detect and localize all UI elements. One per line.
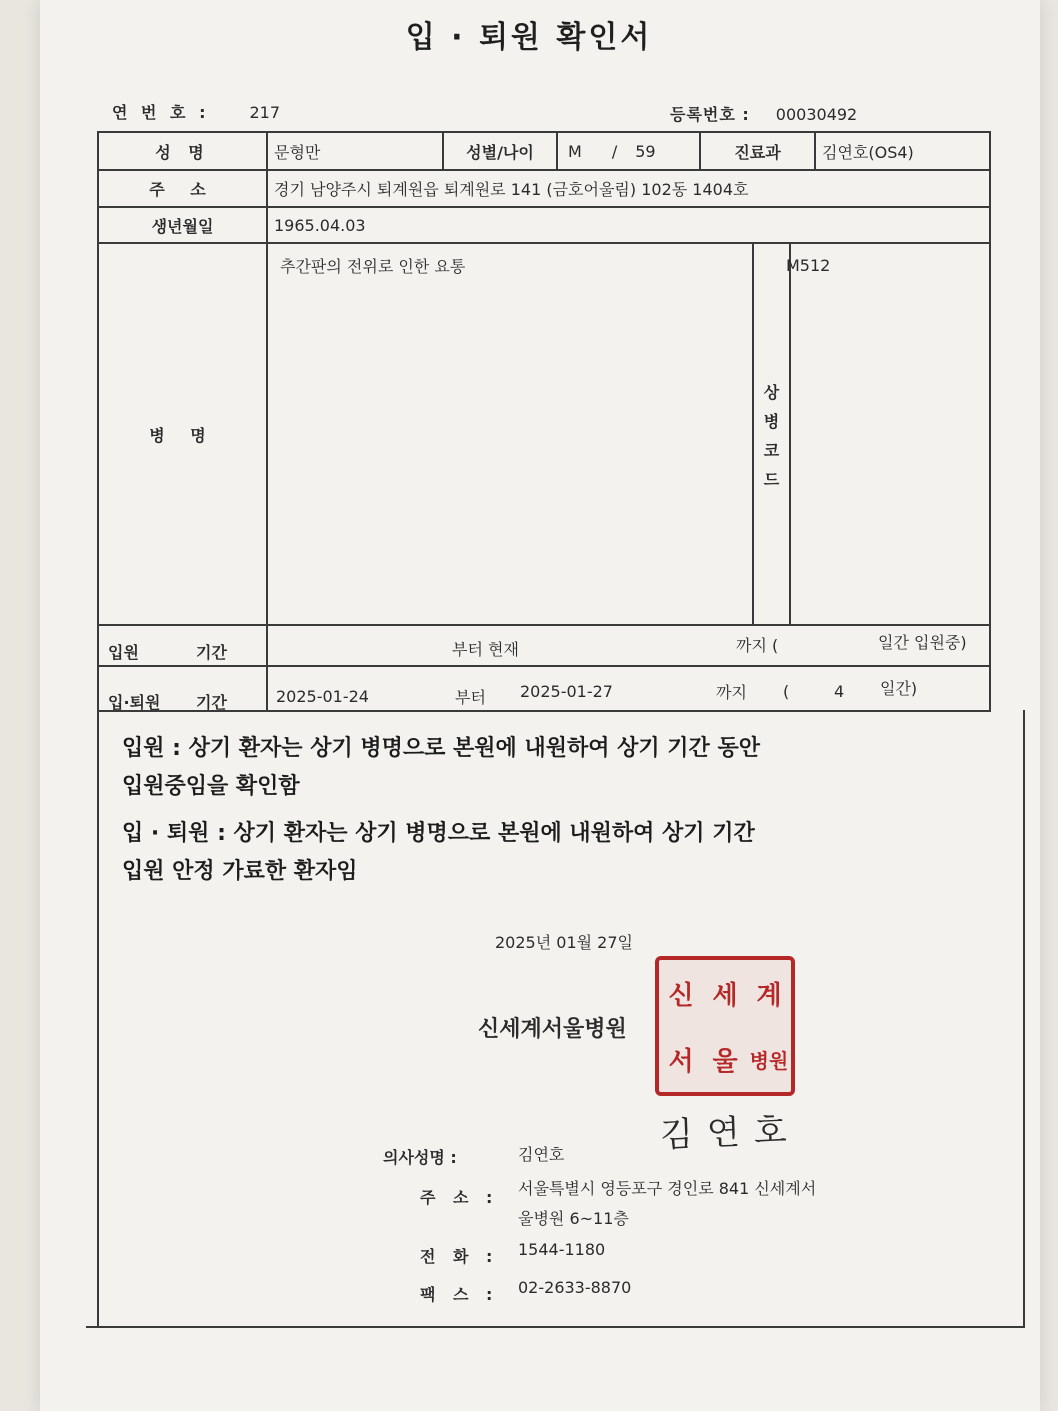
issue-date: 2025년 01월 27일 [495,933,633,952]
registration-value: 00030492 [775,105,858,124]
stay-from-word: 부터 [455,687,486,707]
hospital-name: 신세계서울병원 [478,1017,627,1042]
admission-statement-line: 입원중임을 확인함 [122,774,300,799]
date-of-birth: 1965.04.03 [274,215,366,235]
name-label: 성 명 [155,142,210,162]
doctor-name-label: 의사성명 : [383,1148,457,1167]
serial-number [112,100,280,123]
sex-age-value [568,133,698,169]
fax-number: 02-2633-8870 [518,1278,632,1297]
department-value: 김연호(OS4) [822,142,914,162]
hospital-address-line: 울병원 6~11층 [518,1209,629,1228]
admission-statement [122,730,760,806]
admission-statement-line: 입원 : 상기 환자는 상기 병명으로 본원에 내원하여 상기 기간 동안 [122,736,760,761]
document-title: 입 · 퇴원 확인서 [405,20,653,55]
stay-days: 4 [834,681,845,701]
doctor-name: 김연호 [518,1145,565,1164]
address-label: 주 소 [149,180,216,199]
registration-label: 등록번호 : [670,105,750,124]
age-value: 59 [635,141,656,161]
seal-char: 병원 [749,1048,789,1073]
admission-from-text: 부터 현재 [452,639,519,659]
phone-number: 1544-1180 [518,1240,606,1259]
hospital-address-line: 서울특별시 영등포구 경인로 841 신세계서 [518,1179,817,1198]
fax-label: 팩 스 : [420,1285,499,1304]
code-label-char: 코 [763,441,780,460]
seal-char: 세 [712,980,738,1011]
admission-days-text: 일간 입원중) [878,632,967,652]
admission-label: 입원 [108,642,139,662]
lower-box-bottom [86,1326,1025,1328]
stay-days-word: 일간) [880,678,918,698]
admission-until-text: 까지 ( [736,635,779,655]
stay-start-date: 2025-01-24 [276,686,369,706]
hospital-seal-stamp [655,956,795,1096]
sex-value: M [568,141,582,161]
sex-age-label: 성별/나이 [466,142,534,162]
seal-char: 울 [712,1046,738,1077]
dob-label: 생년월일 [151,216,214,236]
diagnosis-text: 추간판의 전위로 인한 요통 [280,256,466,276]
stay-until-word: 까지 [716,682,747,702]
seal-char: 신 [668,980,694,1011]
discharge-statement [122,815,755,891]
diagnosis-code: M512 [786,255,831,275]
serial-value: 217 [249,103,281,122]
code-label-char: 드 [763,470,780,489]
patient-address: 경기 남양주시 퇴계원읍 퇴계원로 141 (금호어울림) 102동 1404호 [274,180,749,199]
serial-label: 연 번 호 : [112,103,210,122]
stay-paren: ( [783,681,790,701]
stay-label: 입·퇴원 [108,692,161,712]
admission-period-label: 기간 [196,642,227,662]
doctor-signature: 김연호 [659,1110,802,1156]
phone-label: 전 화 : [420,1247,499,1266]
seal-char: 계 [756,980,782,1011]
hospital-address-label: 주 소 : [420,1188,499,1207]
lower-box-left [97,710,99,1328]
department-label: 진료과 [734,142,781,162]
lower-box-right [1023,710,1025,1328]
discharge-statement-line: 입 · 퇴원 : 상기 환자는 상기 병명으로 본원에 내원하여 상기 기간 [122,821,755,846]
diagnosis-label: 병 명 [149,425,216,445]
registration-number [670,102,857,125]
slash-separator: / [611,141,618,161]
seal-char: 서 [668,1046,694,1077]
discharge-statement-line: 입원 안정 가료한 환자임 [122,859,358,884]
diagnosis-code-label [754,380,789,490]
code-label-char: 병 [763,412,780,431]
stay-end-date: 2025-01-27 [520,681,613,701]
code-label-char: 상 [763,383,780,402]
stay-period-label: 기간 [196,692,227,712]
patient-name: 문형만 [274,142,321,162]
